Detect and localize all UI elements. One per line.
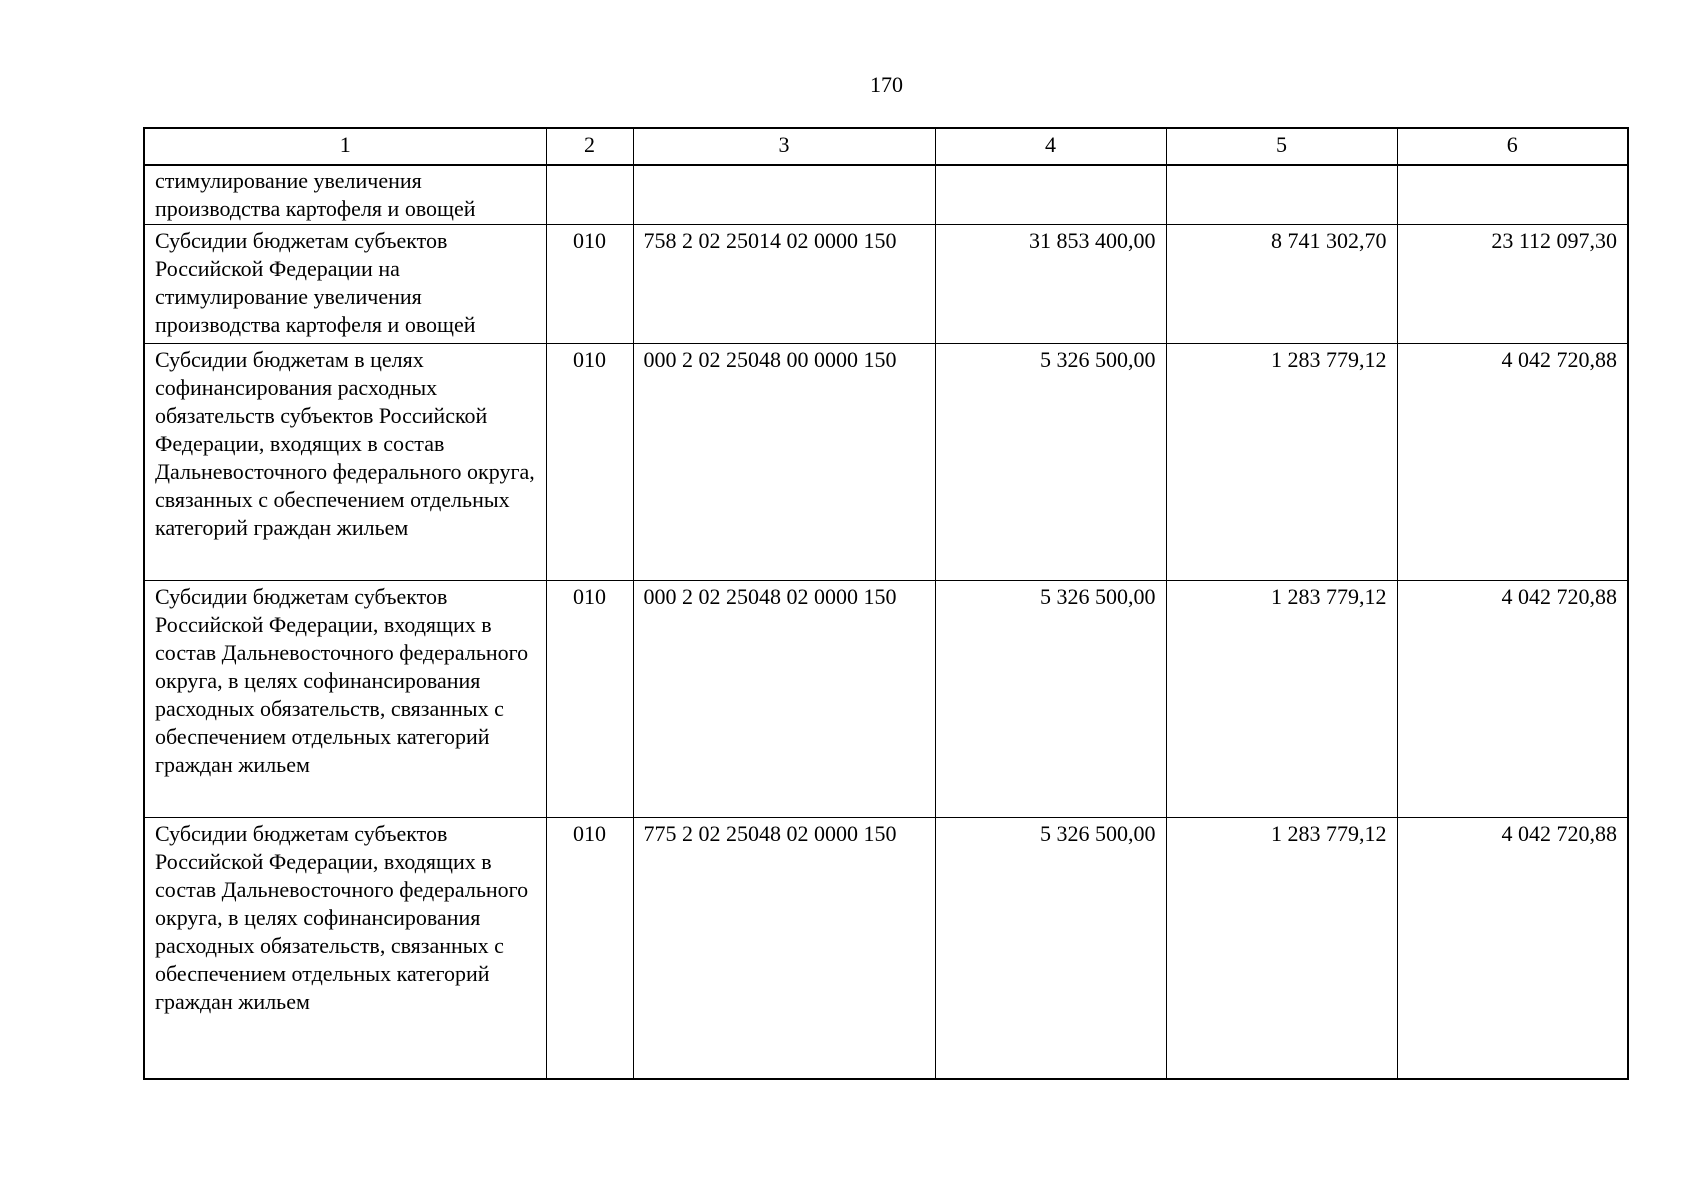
cell-executed: 1 283 779,12 xyxy=(1166,344,1397,581)
table-row xyxy=(144,581,1628,818)
header-col-5: 5 xyxy=(1166,128,1397,165)
cell-section: 010 xyxy=(546,818,633,1080)
cell-section xyxy=(546,165,633,225)
cell-name: Субсидии бюджетам субъектов Российской Федерации на стимулирование увеличения производства картофеля и овощей xyxy=(144,225,546,344)
cell-name: стимулирование увеличения производства картофеля и овощей xyxy=(144,165,546,225)
table-row xyxy=(144,165,1628,225)
cell-name: Субсидии бюджетам субъектов Российской Федерации, входящих в состав Дальневосточного федерального округа, в целях софинансирования расходных обязательств, связанных с обеспечением отдельных категорий граждан жильем xyxy=(144,818,546,1080)
cell-executed: 1 283 779,12 xyxy=(1166,581,1397,818)
header-col-6: 6 xyxy=(1397,128,1628,165)
header-col-4: 4 xyxy=(935,128,1166,165)
header-row xyxy=(144,128,1628,165)
page-number: 170 xyxy=(870,72,903,97)
header-col-3: 3 xyxy=(633,128,935,165)
cell-plan: 5 326 500,00 xyxy=(935,818,1166,1080)
header-col-2: 2 xyxy=(546,128,633,165)
cell-section: 010 xyxy=(546,344,633,581)
cell-remainder: 4 042 720,88 xyxy=(1397,344,1628,581)
cell-code: 000 2 02 25048 02 0000 150 xyxy=(633,581,935,818)
table-row xyxy=(144,225,1628,344)
cell-plan xyxy=(935,165,1166,225)
table-row xyxy=(144,344,1628,581)
cell-code: 775 2 02 25048 02 0000 150 xyxy=(633,818,935,1080)
cell-remainder: 4 042 720,88 xyxy=(1397,581,1628,818)
budget-table xyxy=(143,127,1629,1080)
cell-remainder: 4 042 720,88 xyxy=(1397,818,1628,1080)
cell-code: 000 2 02 25048 00 0000 150 xyxy=(633,344,935,581)
cell-name: Субсидии бюджетам субъектов Российской Федерации, входящих в состав Дальневосточного федерального округа, в целях софинансирования расходных обязательств, связанных с обеспечением отдельных категорий граждан жильем xyxy=(144,581,546,818)
cell-executed: 1 283 779,12 xyxy=(1166,818,1397,1080)
cell-remainder: 23 112 097,30 xyxy=(1397,225,1628,344)
cell-section: 010 xyxy=(546,225,633,344)
table-header xyxy=(144,128,1628,165)
table-body xyxy=(144,165,1628,1079)
cell-code: 758 2 02 25014 02 0000 150 xyxy=(633,225,935,344)
header-col-1: 1 xyxy=(144,128,546,165)
cell-plan: 31 853 400,00 xyxy=(935,225,1166,344)
cell-executed: 8 741 302,70 xyxy=(1166,225,1397,344)
cell-executed xyxy=(1166,165,1397,225)
cell-code xyxy=(633,165,935,225)
table-row xyxy=(144,818,1628,1080)
cell-plan: 5 326 500,00 xyxy=(935,581,1166,818)
cell-remainder xyxy=(1397,165,1628,225)
cell-section: 010 xyxy=(546,581,633,818)
cell-plan: 5 326 500,00 xyxy=(935,344,1166,581)
cell-name: Субсидии бюджетам в целях софинансирования расходных обязательств субъектов Российской Федерации, входящих в состав Дальневосточного федерального округа, связанных с обеспечением отдельных категорий граждан жильем xyxy=(144,344,546,581)
